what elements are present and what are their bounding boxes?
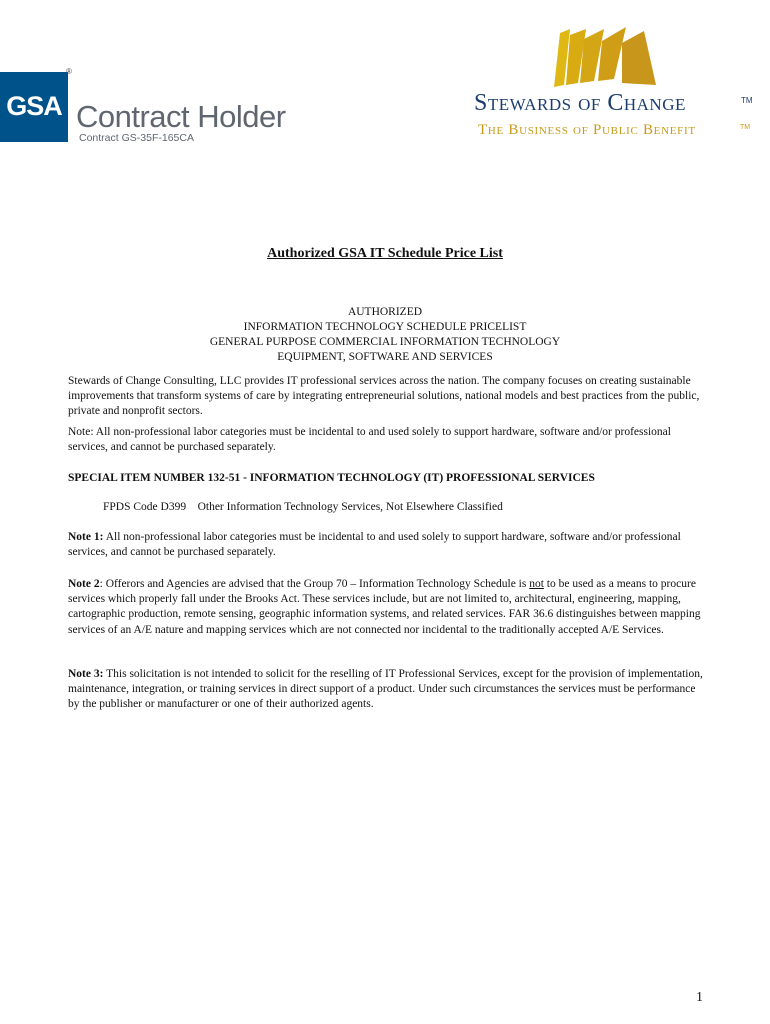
document-title: Authorized GSA IT Schedule Price List	[267, 246, 503, 261]
note-2-label: Note 2	[68, 578, 100, 590]
header-line: EQUIPMENT, SOFTWARE AND SERVICES	[277, 351, 493, 363]
stewards-of-change-tagline: The Business of Public Benefit	[478, 122, 696, 138]
note-1-text: All non-professional labor categories must be incidental to and used solely to support hardware, software and/or professional services, and cannot be purchased separately.	[68, 531, 681, 559]
note-2-underlined-word: not	[529, 578, 544, 590]
stewards-of-change-logo-mark	[552, 25, 662, 91]
gsa-contract-holder-title: Contract Holder	[76, 99, 286, 134]
trademark-mark: TM	[741, 96, 753, 105]
note-3-text: This solicitation is not intended to solicit for the reselling of IT Professional Services, except for the provision of implementation, maintenance, integration, or training services in direct support of a product. Under such circumstances the services must be performance by the publisher or manufacturer or one of their authorized agents.	[68, 668, 703, 711]
stewards-of-change-name: Stewards of Change	[474, 90, 686, 116]
note-paragraph: Note: All non-professional labor categories must be incidental to and used solely to support hardware, software and/or professional services, and cannot be purchased separately.	[68, 426, 671, 454]
note-2-text-b: to be used as a means to procure services which properly fall under the Brooks Act. These services include, but are not limited to, architectural, engineering, mapping, cartographic production, remote sensing, geographic information systems, and related services. FAR 36.6 distinguishes between mapping services of an A/E nature and mapping services which are not connected nor incidental to the traditionally accepted A/E Services.	[68, 578, 701, 636]
note-2-paragraph	[68, 577, 704, 638]
registered-mark: ®	[66, 67, 72, 76]
header-line: AUTHORIZED	[347, 306, 423, 318]
note-3-paragraph	[68, 667, 704, 713]
trademark-mark: TM	[740, 124, 751, 131]
fpds-code-line: FPDS Code D399 Other Information Technology Services, Not Elsewhere Classified	[103, 501, 503, 513]
special-item-heading: SPECIAL ITEM NUMBER 132-51 - INFORMATION TECHNOLOGY (IT) PROFESSIONAL SERVICES	[68, 472, 595, 484]
page-number: 1	[696, 990, 703, 1005]
gsa-logo-text: GSA	[6, 91, 62, 121]
note-2-text-a: : Offerors and Agencies are advised that the Group 70 – Information Technology Schedule is	[99, 578, 530, 590]
gsa-contract-number: Contract GS-35F-165CA	[79, 132, 194, 144]
note-3-label: Note 3:	[68, 668, 104, 680]
header-line: INFORMATION TECHNOLOGY SCHEDULE PRICELIST	[243, 321, 527, 333]
header-line: GENERAL PURPOSE COMMERCIAL INFORMATION TECHNOLOGY	[209, 336, 561, 348]
intro-paragraph: Stewards of Change Consulting, LLC provides IT professional services across the nation. The company focuses on creating sustainable improvements that transform systems of care by integrating entrepreneurial solutions, national models and best practices from the public, private and nonprofit sectors.	[68, 375, 700, 418]
note-1-paragraph	[68, 530, 704, 560]
note-1-label: Note 1:	[68, 531, 104, 543]
